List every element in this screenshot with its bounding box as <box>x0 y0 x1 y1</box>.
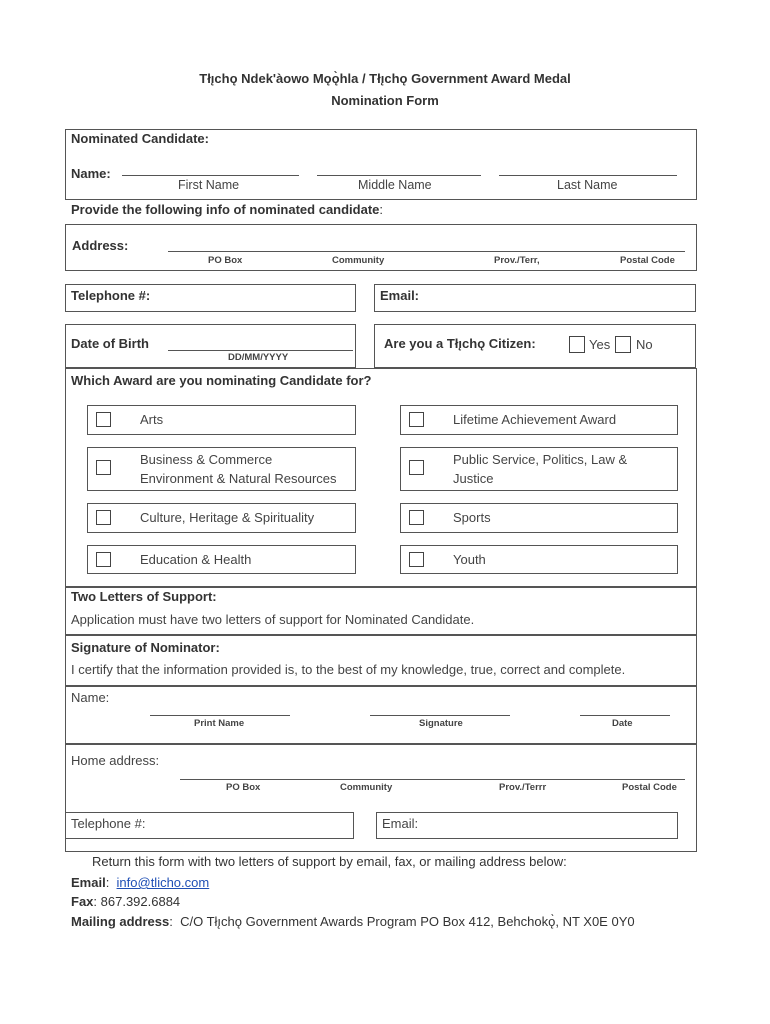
print-name-caption: Print Name <box>194 718 245 729</box>
dob-field[interactable] <box>168 350 353 351</box>
award-public-service[interactable] <box>400 447 678 491</box>
home-po-box-caption: PO Box <box>226 782 261 793</box>
award-checkbox[interactable] <box>96 552 111 567</box>
support-heading: Two Letters of Support: <box>71 589 217 604</box>
name-label: Name: <box>71 166 111 181</box>
dob-label: Date of Birth <box>71 336 149 351</box>
signature-field[interactable] <box>370 715 510 716</box>
form-subtitle: Nomination Form <box>331 93 439 108</box>
prov-caption: Prov./Terr, <box>494 255 540 266</box>
home-prov-caption: Prov./Terrr <box>499 782 547 793</box>
last-name-caption: Last Name <box>557 178 618 192</box>
signature-caption: Signature <box>419 718 463 729</box>
home-community-caption: Community <box>340 782 393 793</box>
dob-format-caption: DD/MM/YYYY <box>228 352 289 363</box>
award-label: Sports <box>453 510 491 525</box>
certify-text: I certify that the information provided is, to the best of my knowledge, true, correct and complete. <box>71 662 626 677</box>
footer-mailing-address: Mailing address: C/O Tłı̨chǫ Government Awards Program PO Box 412, Behchokǫ̀, NT X0E 0Y0 <box>71 914 635 929</box>
award-arts[interactable] <box>87 405 356 435</box>
award-business-environment[interactable] <box>87 447 356 491</box>
middle-name-field[interactable] <box>317 175 481 176</box>
award-checkbox[interactable] <box>409 412 424 427</box>
award-label: Business & Commerce Environment & Natural Resources <box>140 452 337 486</box>
home-address-label: Home address: <box>71 753 160 768</box>
nominator-heading: Signature of Nominator: <box>71 640 220 655</box>
first-name-caption: First Name <box>178 178 240 192</box>
award-checkbox[interactable] <box>96 460 111 475</box>
first-name-field[interactable] <box>122 175 299 176</box>
support-text: Application must have two letters of support for Nominated Candidate. <box>71 612 475 627</box>
award-label: Education & Health <box>140 552 252 567</box>
award-checkbox[interactable] <box>96 510 111 525</box>
date-caption: Date <box>612 718 633 729</box>
award-sports[interactable] <box>400 503 678 533</box>
award-youth[interactable] <box>400 545 678 574</box>
date-field[interactable] <box>580 715 670 716</box>
email-link[interactable]: info@tlicho.com <box>116 875 210 890</box>
award-checkbox[interactable] <box>409 552 424 567</box>
info-heading: Provide the following info of nominated candidate: <box>71 202 384 217</box>
award-checkbox[interactable] <box>409 460 424 475</box>
postal-caption: Postal Code <box>620 255 675 266</box>
address-label: Address: <box>72 238 129 253</box>
award-label: Youth <box>453 552 486 567</box>
home-postal-caption: Postal Code <box>622 782 677 793</box>
footer-fax: Fax: 867.392.6884 <box>71 894 181 909</box>
award-lifetime[interactable] <box>400 405 678 435</box>
awards-heading: Which Award are you nominating Candidate for? <box>71 373 372 388</box>
email-label: Email: <box>380 288 420 303</box>
email-field[interactable] <box>374 284 696 312</box>
po-box-caption: PO Box <box>208 255 243 266</box>
telephone-label: Telephone #: <box>71 288 151 303</box>
award-checkbox[interactable] <box>409 510 424 525</box>
award-culture[interactable] <box>87 503 356 533</box>
award-checkbox[interactable] <box>96 412 111 427</box>
return-instructions: Return this form with two letters of support by email, fax, or mailing address below: <box>92 854 567 869</box>
citizen-yes-label: Yes <box>589 337 611 352</box>
middle-name-caption: Middle Name <box>358 178 432 192</box>
award-label: Culture, Heritage & Spirituality <box>140 510 315 525</box>
citizen-no-label: No <box>636 337 653 352</box>
nominator-email-label: Email: <box>382 816 419 831</box>
citizen-label: Are you a Tłı̨chǫ Citizen: <box>384 336 536 351</box>
award-label: Lifetime Achievement Award <box>453 412 617 427</box>
nominator-telephone-label: Telephone #: <box>71 816 146 831</box>
nominator-name-label: Name: <box>71 690 110 705</box>
nominator-email-field[interactable] <box>376 812 678 839</box>
footer-email: Email: info@tlicho.com <box>71 875 210 890</box>
home-address-field[interactable] <box>180 779 685 780</box>
award-label: Arts <box>140 412 164 427</box>
last-name-field[interactable] <box>499 175 677 176</box>
citizen-no-checkbox[interactable] <box>615 336 631 353</box>
award-education-health[interactable] <box>87 545 356 574</box>
community-caption: Community <box>332 255 385 266</box>
form-title: Tłı̨chǫ Ndek'àowo Mǫǫ̀hla / Tłı̨chǫ Government Award Medal <box>199 71 571 86</box>
address-field[interactable] <box>168 251 685 252</box>
candidate-heading: Nominated Candidate: <box>71 131 209 146</box>
award-label: Public Service, Politics, Law & Justice <box>453 452 628 486</box>
citizen-yes-checkbox[interactable] <box>569 336 585 353</box>
print-name-field[interactable] <box>150 715 290 716</box>
